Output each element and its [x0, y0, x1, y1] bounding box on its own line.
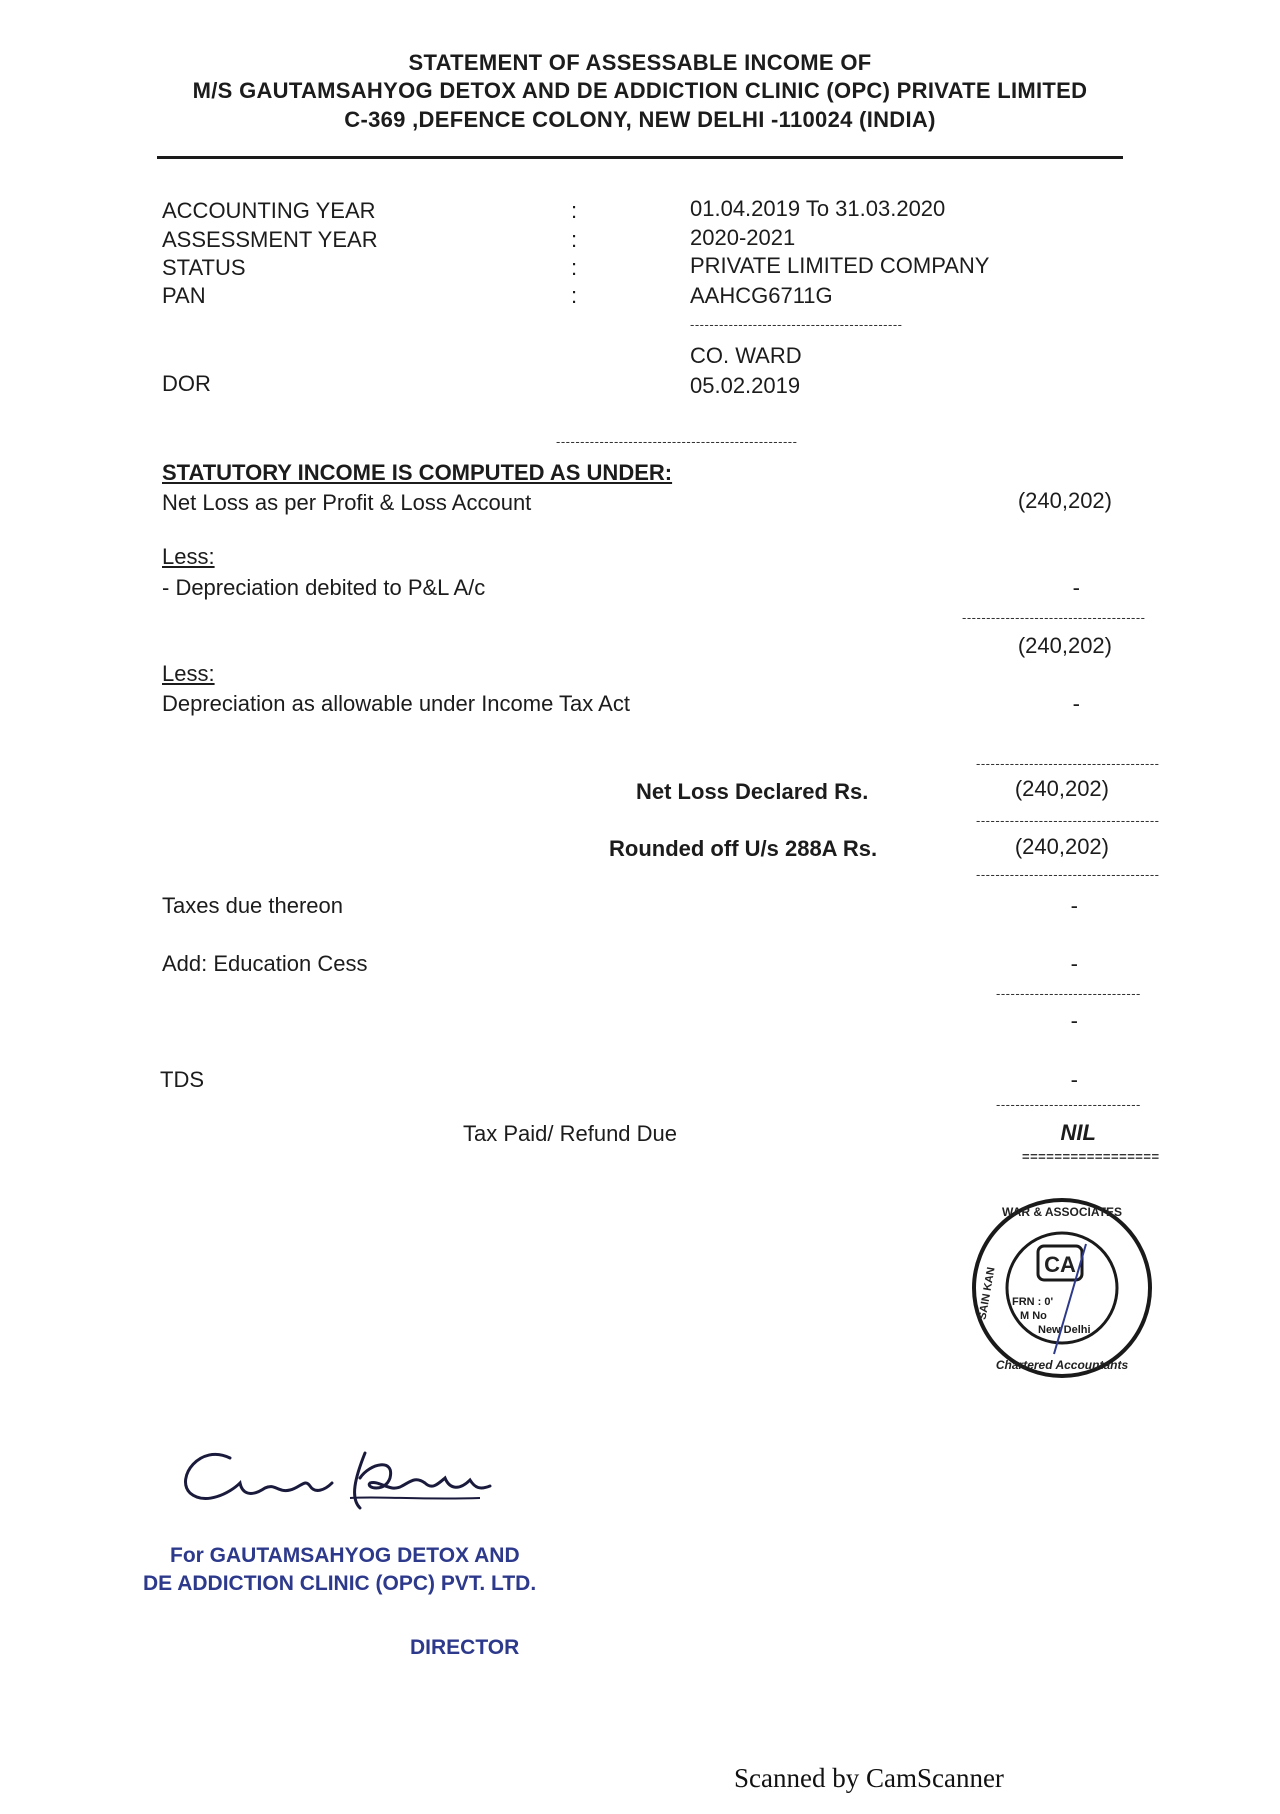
director-designation: DIRECTOR [410, 1636, 520, 1659]
stamp-frn: FRN : 0' [1012, 1296, 1054, 1308]
dashed-rule: ------------------------------ [996, 1097, 1141, 1112]
net-loss-pl-value: (240,202) [1017, 488, 1112, 513]
depreciation-allowable-value: - [1072, 691, 1080, 716]
dashed-rule: -------------------------------------- [976, 867, 1160, 882]
subtotal-value: - [1070, 1008, 1078, 1033]
rounded-label: Rounded off U/s 288A Rs. [609, 836, 878, 861]
tax-paid-label: Tax Paid/ Refund Due [463, 1121, 678, 1146]
tds-value: - [1070, 1067, 1078, 1092]
assessment-year-label: ASSESSMENT YEAR [162, 227, 378, 252]
depreciation-debited-label: - Depreciation debited to P&L A/c [162, 575, 486, 600]
dor-label: DOR [162, 371, 211, 396]
dashed-rule: -------------------------------------------------- [556, 434, 798, 449]
company-stamp-line2: DE ADDICTION CLINIC (OPC) PVT. LTD. [143, 1572, 537, 1595]
less-label: Less: [162, 544, 215, 569]
svg-text:CA: CA [1044, 1252, 1076, 1277]
svg-text:Chartered Accountants: Chartered Accountants [995, 1358, 1129, 1372]
pan-label: PAN [162, 283, 206, 308]
company-address: C-369 ,DEFENCE COLONY, NEW DELHI -110024 (INDIA) [344, 107, 936, 132]
stamp-seal-icon [968, 1194, 1156, 1382]
taxes-due-value: - [1070, 893, 1078, 918]
scanner-watermark: Scanned by CamScanner [734, 1763, 1004, 1793]
subtotal-value: (240,202) [1017, 633, 1112, 658]
company-name: M/S GAUTAMSAHYOG DETOX AND DE ADDICTION CLINIC (OPC) PRIVATE LIMITED [192, 78, 1088, 103]
taxes-due-label: Taxes due thereon [162, 893, 344, 918]
net-loss-declared-value: (240,202) [1014, 776, 1109, 801]
separator: : [571, 227, 578, 252]
tax-paid-value: NIL [1060, 1120, 1096, 1145]
dor-value: 05.02.2019 [690, 373, 801, 398]
company-stamp-line1: For GAUTAMSAHYOG DETOX AND [170, 1544, 520, 1567]
computation-heading: STATUTORY INCOME IS COMPUTED AS UNDER: [162, 460, 673, 485]
depreciation-allowable-label: Depreciation as allowable under Income Tax Act [162, 691, 630, 716]
status-label: STATUS [162, 255, 246, 280]
ward-value: CO. WARD [690, 343, 802, 368]
header-rule [157, 156, 1123, 159]
statement-title: STATEMENT OF ASSESSABLE INCOME OF [408, 50, 872, 75]
stamp-city: New Delhi [1038, 1324, 1091, 1336]
net-loss-declared-label: Net Loss Declared Rs. [636, 779, 869, 804]
stamp-mno: M No [1020, 1310, 1047, 1322]
dashed-rule: -------------------------------------------- [690, 317, 903, 332]
dashed-rule: ------------------------------ [996, 986, 1141, 1001]
separator: : [571, 255, 578, 280]
ca-stamp [968, 1194, 1156, 1382]
svg-text:WAR & ASSOCIATES: WAR & ASSOCIATES [1001, 1205, 1123, 1219]
pan-value: AAHCG6711G [690, 283, 833, 308]
assessment-year-value: 2020-2021 [690, 225, 796, 250]
rounded-value: (240,202) [1014, 834, 1109, 859]
status-value: PRIVATE LIMITED COMPANY [690, 253, 990, 278]
dashed-rule: -------------------------------------- [962, 610, 1146, 625]
svg-text:SAIN KAN: SAIN KAN [976, 1266, 998, 1321]
separator: : [571, 283, 578, 308]
net-loss-pl-label: Net Loss as per Profit & Loss Account [162, 490, 532, 515]
accounting-year-value: 01.04.2019 To 31.03.2020 [690, 196, 946, 221]
signature-icon [170, 1438, 530, 1528]
double-rule: ================= [1022, 1149, 1160, 1164]
separator: : [571, 198, 578, 223]
dashed-rule: -------------------------------------- [976, 756, 1160, 771]
tds-label: TDS [160, 1067, 204, 1092]
less-label: Less: [162, 661, 215, 686]
education-cess-value: - [1070, 951, 1078, 976]
depreciation-debited-value: - [1072, 575, 1080, 600]
dashed-rule: -------------------------------------- [976, 813, 1160, 828]
education-cess-label: Add: Education Cess [162, 951, 368, 976]
accounting-year-label: ACCOUNTING YEAR [162, 198, 376, 223]
